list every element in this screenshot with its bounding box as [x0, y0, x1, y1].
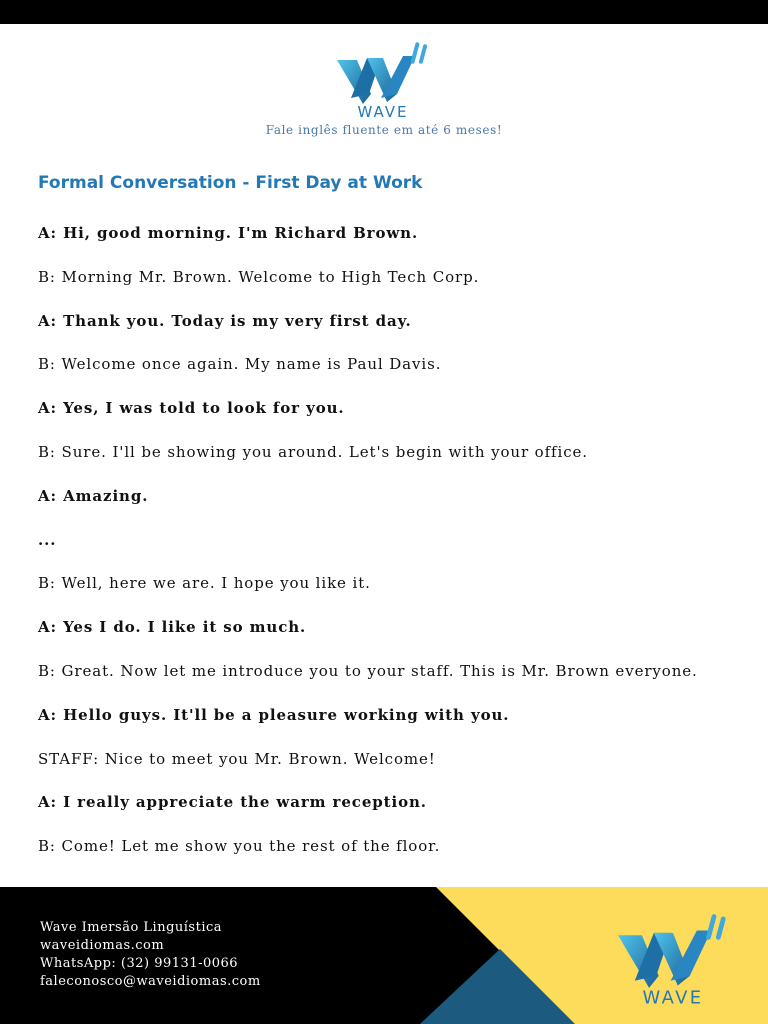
wave-logo-icon [612, 909, 734, 1007]
svg-text:WAVE: WAVE [642, 987, 704, 1007]
dialogue-line: B: Morning Mr. Brown. Welcome to High Tech Corp. [38, 267, 480, 286]
dialogue-line: A: Yes, I was told to look for you. [38, 399, 345, 418]
whatsapp-number: WhatsApp: (32) 99131-0066 [40, 956, 239, 971]
dialogue-line: B: Come! Let me show you the rest of the floor. [38, 837, 441, 856]
dialogue-line: B: Welcome once again. My name is Paul Davis. [38, 355, 442, 374]
dialogue-line: A: Yes I do. I like it so much. [38, 618, 307, 637]
top-bar [0, 0, 768, 24]
document-title: Formal Conversation - First Day at Work [38, 173, 423, 193]
contact-info [40, 919, 261, 991]
dialogue-line: B: Great. Now let me introduce you to your staff. This is Mr. Brown everyone. [38, 661, 698, 680]
dialogue-line: A: Hello guys. It'll be a pleasure working with you. [38, 705, 510, 724]
dialogue-line: A: I really appreciate the warm reception. [38, 793, 427, 812]
company-name: Wave Imersão Linguística [40, 920, 223, 935]
dialogue-line: B: Sure. I'll be showing you around. Let's begin with your office. [38, 442, 588, 461]
dialogue-line: A: Thank you. Today is my very first day. [38, 311, 412, 330]
wave-logo-icon [333, 38, 433, 120]
dialogue-line: B: Well, here we are. I hope you like it. [38, 574, 371, 593]
dialogue-line: A: Amazing. [38, 486, 149, 505]
tagline: Fale inglês fluente em até 6 meses! [265, 123, 503, 137]
dialogue-line: ... [38, 530, 57, 549]
svg-text:WAVE: WAVE [357, 103, 409, 120]
email-link[interactable]: faleconosco@waveidiomas.com [40, 974, 261, 989]
website-link[interactable]: waveidiomas.com [40, 938, 165, 953]
dialogue-line: STAFF: Nice to meet you Mr. Brown. Welcome! [38, 749, 436, 768]
footer [0, 887, 768, 1024]
dialogue [38, 222, 758, 879]
dialogue-line: A: Hi, good morning. I'm Richard Brown. [38, 224, 419, 242]
